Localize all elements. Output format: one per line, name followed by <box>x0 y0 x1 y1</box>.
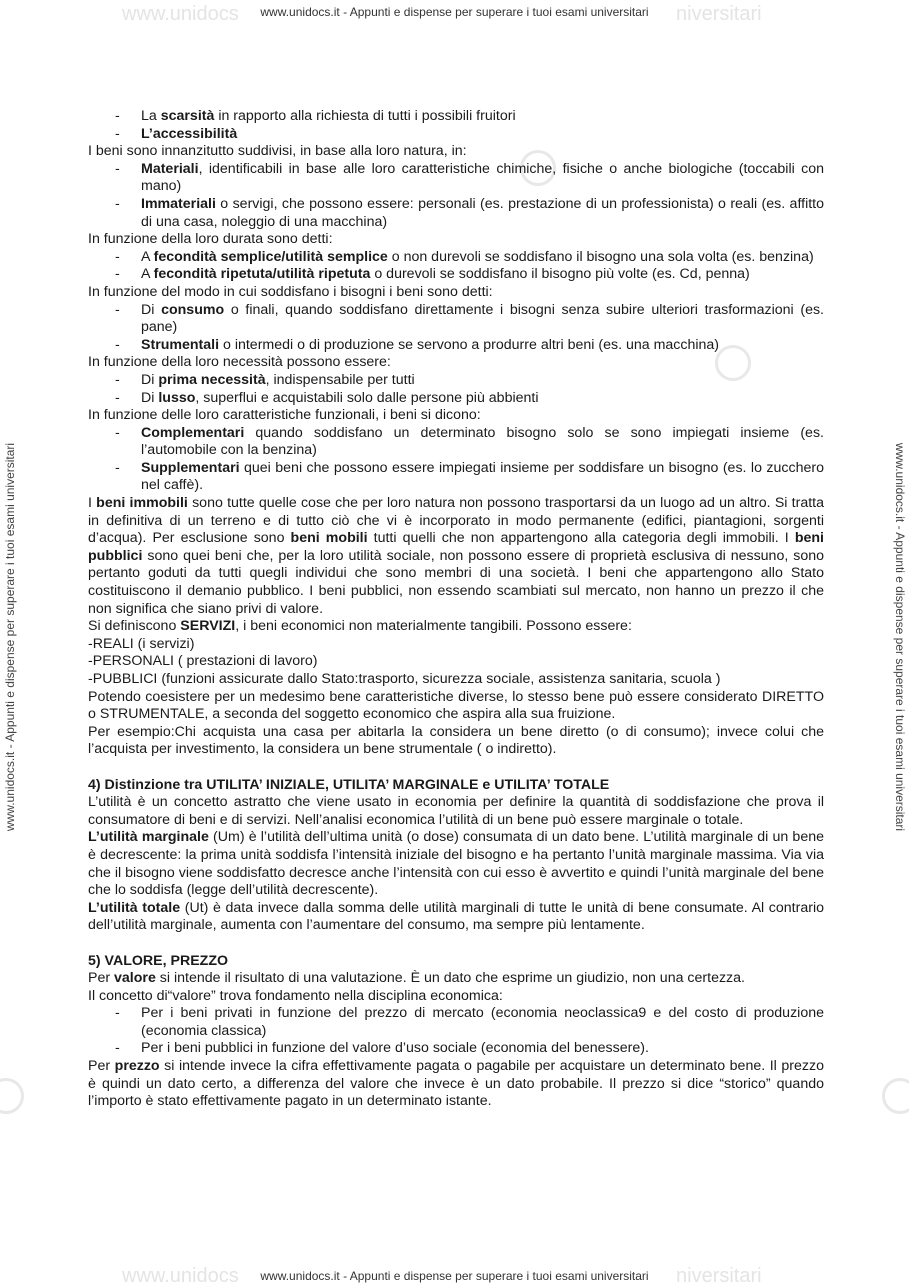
list-item: - A fecondità ripetuta/utilità ripetuta o durevoli se soddisfano il bisogno più volte (es. Cd, penna) <box>88 266 824 284</box>
ghost-watermark-bottom-right: niversitari <box>676 1265 762 1287</box>
list-item: - Strumentali o intermedi o di produzione se servono a produrre altri beni (es. una macchina) <box>88 337 824 355</box>
paragraph: Il concetto di“valore” trova fondamento nella disciplina economica: <box>88 987 503 1004</box>
watermark-header: www.unidocs.it - Appunti e dispense per superare i tuoi esami universitari <box>260 5 649 19</box>
paragraph: L’utilità marginale (Um) è l’utilità dell’ultima unità (o dose) consumata di un dato bene. L’utilità marginale di un bene è decrescente: la prima unità soddisfa l’intensità iniziale del bisogno e ha pertanto l’unità marginale massima. Via via che il bisogno viene soddisfatto decresce anche l’intensità con cui esso è avvertito e quindi l’unità marginale del bene che lo soddisfa (legge dell’utilità decrescente). <box>88 829 824 899</box>
list-item: - Per i beni privati in funzione del prezzo di mercato (economia neoclassica9 e del costo di produzione (economia classica) <box>88 1005 824 1040</box>
paragraph: -PUBBLICI (funzioni assicurate dallo Stato:trasporto, sicurezza sociale, assistenza sanitaria, scuola ) <box>88 671 721 687</box>
paragraph: I beni immobili sono tutte quelle cose che per loro natura non possono trasportarsi da un luogo ad un altro. Si tratta in definitiva di un terreno e di tutto ciò che vi è incorporato in modo permanente (edifici, piantagioni, sorgenti d’acqua). Per esclusione sono beni mobili tutti quelli che non appartengono alla categoria degli immobili. I beni pubblici sono quei beni che, per la loro utilità sociale, non possono essere di proprietà esclusiva di nessuno, sono pertanto goduti da tutti quegli individui che sono membri di una società. I beni che appartengono allo Stato costituiscono il demanio pubblico. I beni pubblici, non essendo scambiati sul mercato, non hanno un prezzo il che non significa che siano privi di valore. <box>88 495 824 617</box>
paragraph: L’utilità è un concetto astratto che viene usato in economia per definire la quantità di soddisfazione che prova il consumatore di beni e di servizi. Nell’analisi economica l’utilità di un bene può essere marginale o totale. <box>88 794 824 828</box>
ghost-watermark-top-left: www.unidocs <box>122 3 239 25</box>
section-heading: 4) Distinzione tra UTILITA’ INIZIALE, UTILITA’ MARGINALE e UTILITA’ TOTALE <box>88 776 610 793</box>
list-item: - Materiali, identificabili in base alle loro caratteristiche chimiche, fisiche o anche biologiche (toccabili con mano) <box>88 161 824 196</box>
list-item: - Di lusso, superflui e acquistabili solo dalle persone più abbienti <box>88 390 824 408</box>
paragraph: In funzione delle loro caratteristiche funzionali, i beni si dicono: <box>88 407 481 424</box>
section-heading: 5) VALORE, PREZZO <box>88 952 229 969</box>
paragraph: -PERSONALI ( prestazioni di lavoro) <box>88 653 318 670</box>
watermark-side-left: www.unidocs.it - Appunti e dispense per superare i tuoi esami universitari <box>3 442 17 832</box>
paragraph: In funzione della loro durata sono detti: <box>88 231 333 248</box>
list-item: - Di prima necessità, indispensabile per tutti <box>88 372 824 390</box>
list-item: - Complementari quando soddisfano un determinato bisogno solo se sono impiegati insieme (es. l’automobile con la benzina) <box>88 425 824 460</box>
ghost-watermark-bottom-left: www.unidocs <box>122 1265 239 1287</box>
paragraph: I beni sono innanzitutto suddivisi, in base alla loro natura, in: <box>88 143 467 160</box>
ghost-watermark-top-right: niversitari <box>676 3 762 25</box>
list-item: - Per i beni pubblici in funzione del valore d’uso sociale (economia del benessere). <box>88 1040 824 1058</box>
paragraph: -REALI (i servizi) <box>88 635 195 652</box>
watermark-footer: www.unidocs.it - Appunti e dispense per superare i tuoi esami universitari <box>260 1269 649 1283</box>
paragraph: Potendo coesistere per un medesimo bene caratteristiche diverse, lo stesso bene può essere considerato DIRETTO o STRUMENTALE, a seconda del soggetto economico che aspira alla sua fruizione. <box>88 688 824 723</box>
list-item: - A fecondità semplice/utilità semplice o non durevoli se soddisfano il bisogno una sola volta (es. benzina) <box>88 249 824 267</box>
list-item: - Di consumo o finali, quando soddisfano direttamente i bisogni senza subire ulteriori trasformazioni (es. pane) <box>88 302 824 337</box>
paragraph: In funzione della loro necessità possono essere: <box>88 354 391 371</box>
watermark-logo-icon <box>0 1078 24 1114</box>
paragraph: In funzione del modo in cui soddisfano i bisogni i beni sono detti: <box>88 283 493 300</box>
list-item: - Supplementari quei beni che possono essere impiegati insieme per soddisfare un bisogno (es. lo zucchero nel caffè). <box>88 460 824 495</box>
paragraph: Per esempio:Chi acquista una casa per abitarla la considera un bene diretto (o di consumo); invece colui che l’acquista per investimento, la considera un bene strumentale ( o indiretto). <box>88 723 824 758</box>
list-item: - L’accessibilità <box>88 126 824 144</box>
list-item: - La scarsità in rapporto alla richiesta di tutti i possibili fruitori <box>88 108 824 126</box>
document-body <box>88 108 824 1111</box>
paragraph: Si definiscono SERVIZI, i beni economici non materialmente tangibili. Possono essere: <box>88 618 632 635</box>
watermark-logo-icon <box>882 1078 909 1114</box>
paragraph: Per valore si intende il risultato di una valutazione. È un dato che esprime un giudizio, non una certezza. <box>88 970 745 987</box>
list-item: - Immateriali o servigi, che possono essere: personali (es. prestazione di un professionista) o reali (es. affitto di una casa, noleggio di una macchina) <box>88 196 824 231</box>
paragraph: L’utilità totale (Ut) è data invece dalla somma delle utilità marginali di tutte le unità di bene consumate. Al contrario dell’utilità marginale, aumenta con l’aumentare del consumo, ma sempre più lentamente. <box>88 899 824 934</box>
watermark-side-right: www.unidocs.it - Appunti e dispense per superare i tuoi esami universitari <box>893 442 907 832</box>
paragraph: Per prezzo si intende invece la cifra effettivamente pagata o pagabile per acquistare un determinato bene. Il prezzo è quindi un dato certo, a differenza del valore che invece è un dato probabile. Il prezzo si dice “storico” quando l’importo è stato effettivamente pagato in un determinato istante. <box>88 1058 824 1110</box>
